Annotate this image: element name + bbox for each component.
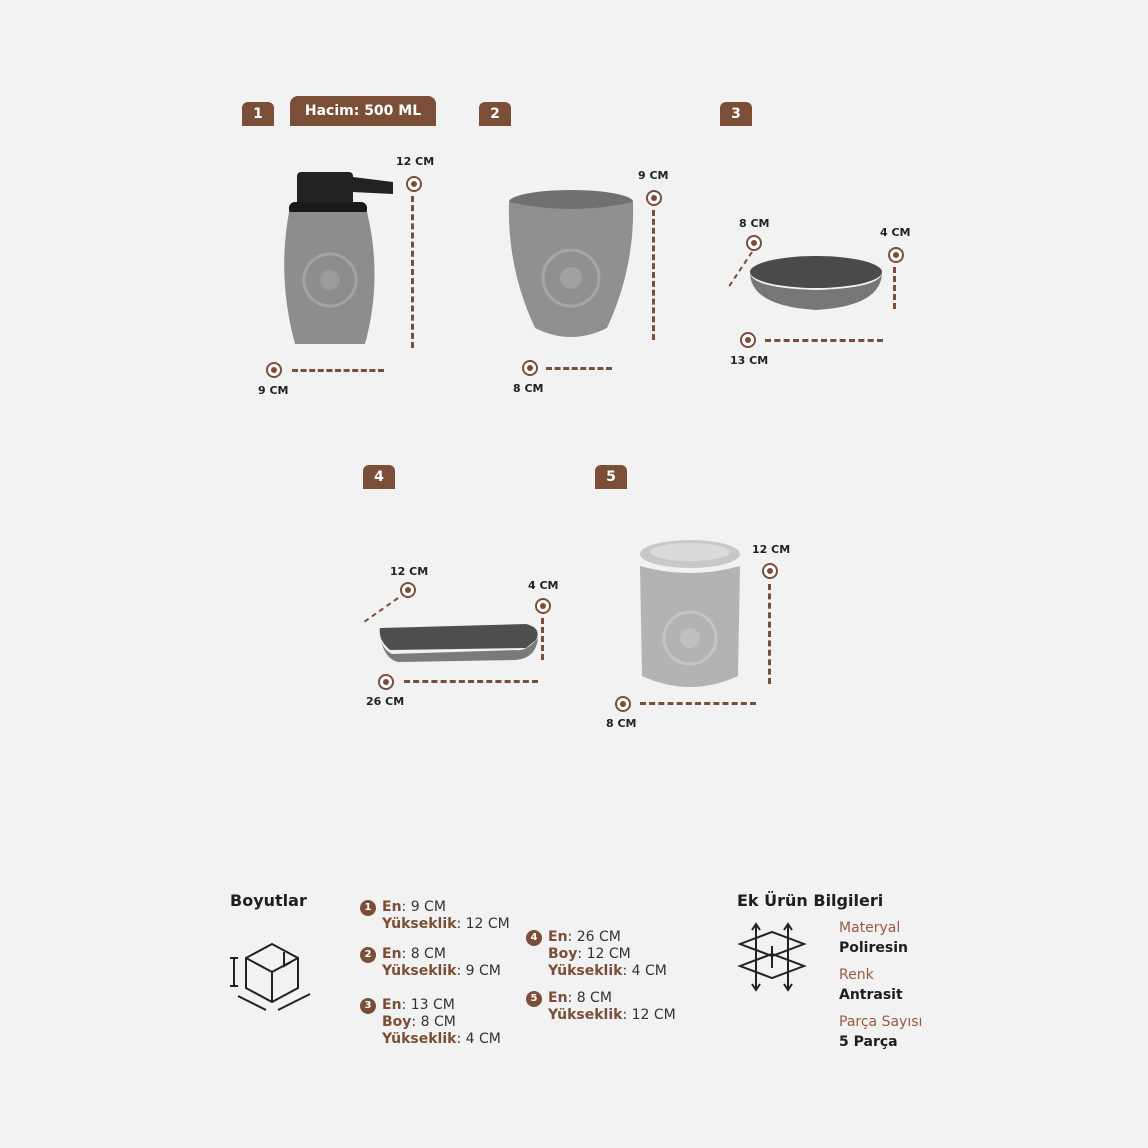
soap-dish-image — [748, 254, 888, 316]
dim-key: En — [382, 946, 402, 962]
extra-info-title: Ek Ürün Bilgileri — [737, 891, 884, 910]
dim-value: : 8 CM — [411, 1014, 456, 1030]
dim-item-3-number: 3 — [360, 998, 376, 1014]
dim-item-2 — [382, 946, 501, 980]
pieces-label: Parça Sayısı — [839, 1014, 923, 1030]
product-2-badge: 2 — [479, 102, 511, 126]
p3-height-marker — [888, 247, 904, 263]
p4-width-label: 26 CM — [366, 695, 405, 708]
product-5-badge: 5 — [595, 465, 627, 489]
p3-width-label: 13 CM — [730, 354, 769, 367]
p4-depth-label: 12 CM — [390, 565, 429, 578]
dim-value: : 4 CM — [622, 963, 667, 979]
dim-key: En — [382, 899, 402, 915]
p2-height-label: 9 CM — [638, 169, 669, 182]
p3-height-line — [893, 267, 896, 309]
dim-value: : 12 CM — [456, 916, 510, 932]
p1-height-line — [411, 196, 414, 348]
p5-width-label: 8 CM — [606, 717, 637, 730]
volume-badge — [290, 96, 436, 126]
p5-height-label: 12 CM — [752, 543, 791, 556]
material-value: Poliresin — [839, 940, 908, 956]
p3-width-marker — [740, 332, 756, 348]
p1-height-label: 12 CM — [396, 155, 435, 168]
dim-key: Boy — [382, 1014, 412, 1030]
dim-value: : 8 CM — [567, 990, 612, 1006]
dim-value: : 9 CM — [456, 963, 501, 979]
p2-width-marker — [522, 360, 538, 376]
lidded-jar-image — [636, 538, 746, 698]
dim-key: Yükseklik — [382, 916, 457, 932]
dimensions-title: Boyutlar — [230, 891, 307, 910]
soap-dispenser-image — [275, 168, 400, 353]
dim-key: En — [548, 929, 568, 945]
dim-item-5 — [548, 990, 676, 1024]
p3-depth-line — [726, 250, 756, 292]
dim-key: En — [548, 990, 568, 1006]
dim-item-5-number: 5 — [526, 991, 542, 1007]
product-1-badge: 1 — [242, 102, 274, 126]
color-value: Antrasit — [839, 987, 903, 1003]
dim-key: Yükseklik — [548, 1007, 623, 1023]
color-label: Renk — [839, 967, 874, 983]
p5-height-line — [768, 584, 771, 684]
p4-depth-marker — [400, 582, 416, 598]
p3-width-line — [765, 339, 883, 342]
material-layers-icon — [736, 922, 808, 992]
p4-depth-line — [362, 596, 402, 626]
dim-key: Boy — [548, 946, 578, 962]
volume-label: Hacim: — [304, 103, 360, 119]
dim-key: Yükseklik — [548, 963, 623, 979]
p3-height-label: 4 CM — [880, 226, 911, 239]
dim-value: : 12 CM — [577, 946, 631, 962]
p2-width-line — [546, 367, 612, 370]
dim-item-4 — [548, 929, 667, 980]
dim-item-3 — [382, 997, 501, 1048]
p2-width-label: 8 CM — [513, 382, 544, 395]
p2-height-line — [652, 210, 655, 340]
p5-width-marker — [615, 696, 631, 712]
dim-value: : 26 CM — [567, 929, 621, 945]
p1-height-marker — [406, 176, 422, 192]
dim-item-4-number: 4 — [526, 930, 542, 946]
p1-width-label: 9 CM — [258, 384, 289, 397]
p3-depth-marker — [746, 235, 762, 251]
product-3-badge: 3 — [720, 102, 752, 126]
product-4-badge: 4 — [363, 465, 395, 489]
p5-width-line — [640, 702, 756, 705]
box-dimensions-icon — [228, 938, 316, 1014]
p5-height-marker — [762, 563, 778, 579]
dim-value: : 9 CM — [401, 899, 446, 915]
p3-depth-label: 8 CM — [739, 217, 770, 230]
dim-item-1 — [382, 899, 510, 933]
dim-item-2-number: 2 — [360, 947, 376, 963]
p4-height-label: 4 CM — [528, 579, 559, 592]
material-label: Materyal — [839, 920, 901, 936]
p4-width-marker — [378, 674, 394, 690]
dim-item-1-number: 1 — [360, 900, 376, 916]
p4-height-marker — [535, 598, 551, 614]
p4-height-line — [541, 618, 544, 660]
tumbler-image — [505, 188, 640, 343]
p2-height-marker — [646, 190, 662, 206]
p4-width-line — [404, 680, 538, 683]
dim-key: En — [382, 997, 402, 1013]
dim-key: Yükseklik — [382, 1031, 457, 1047]
dim-value: : 12 CM — [622, 1007, 676, 1023]
dim-value: : 4 CM — [456, 1031, 501, 1047]
dim-key: Yükseklik — [382, 963, 457, 979]
volume-value: 500 ML — [364, 103, 422, 119]
p1-width-marker — [266, 362, 282, 378]
pieces-value: 5 Parça — [839, 1034, 898, 1050]
dim-value: : 8 CM — [401, 946, 446, 962]
dim-value: : 13 CM — [401, 997, 455, 1013]
p1-width-line — [292, 369, 384, 372]
